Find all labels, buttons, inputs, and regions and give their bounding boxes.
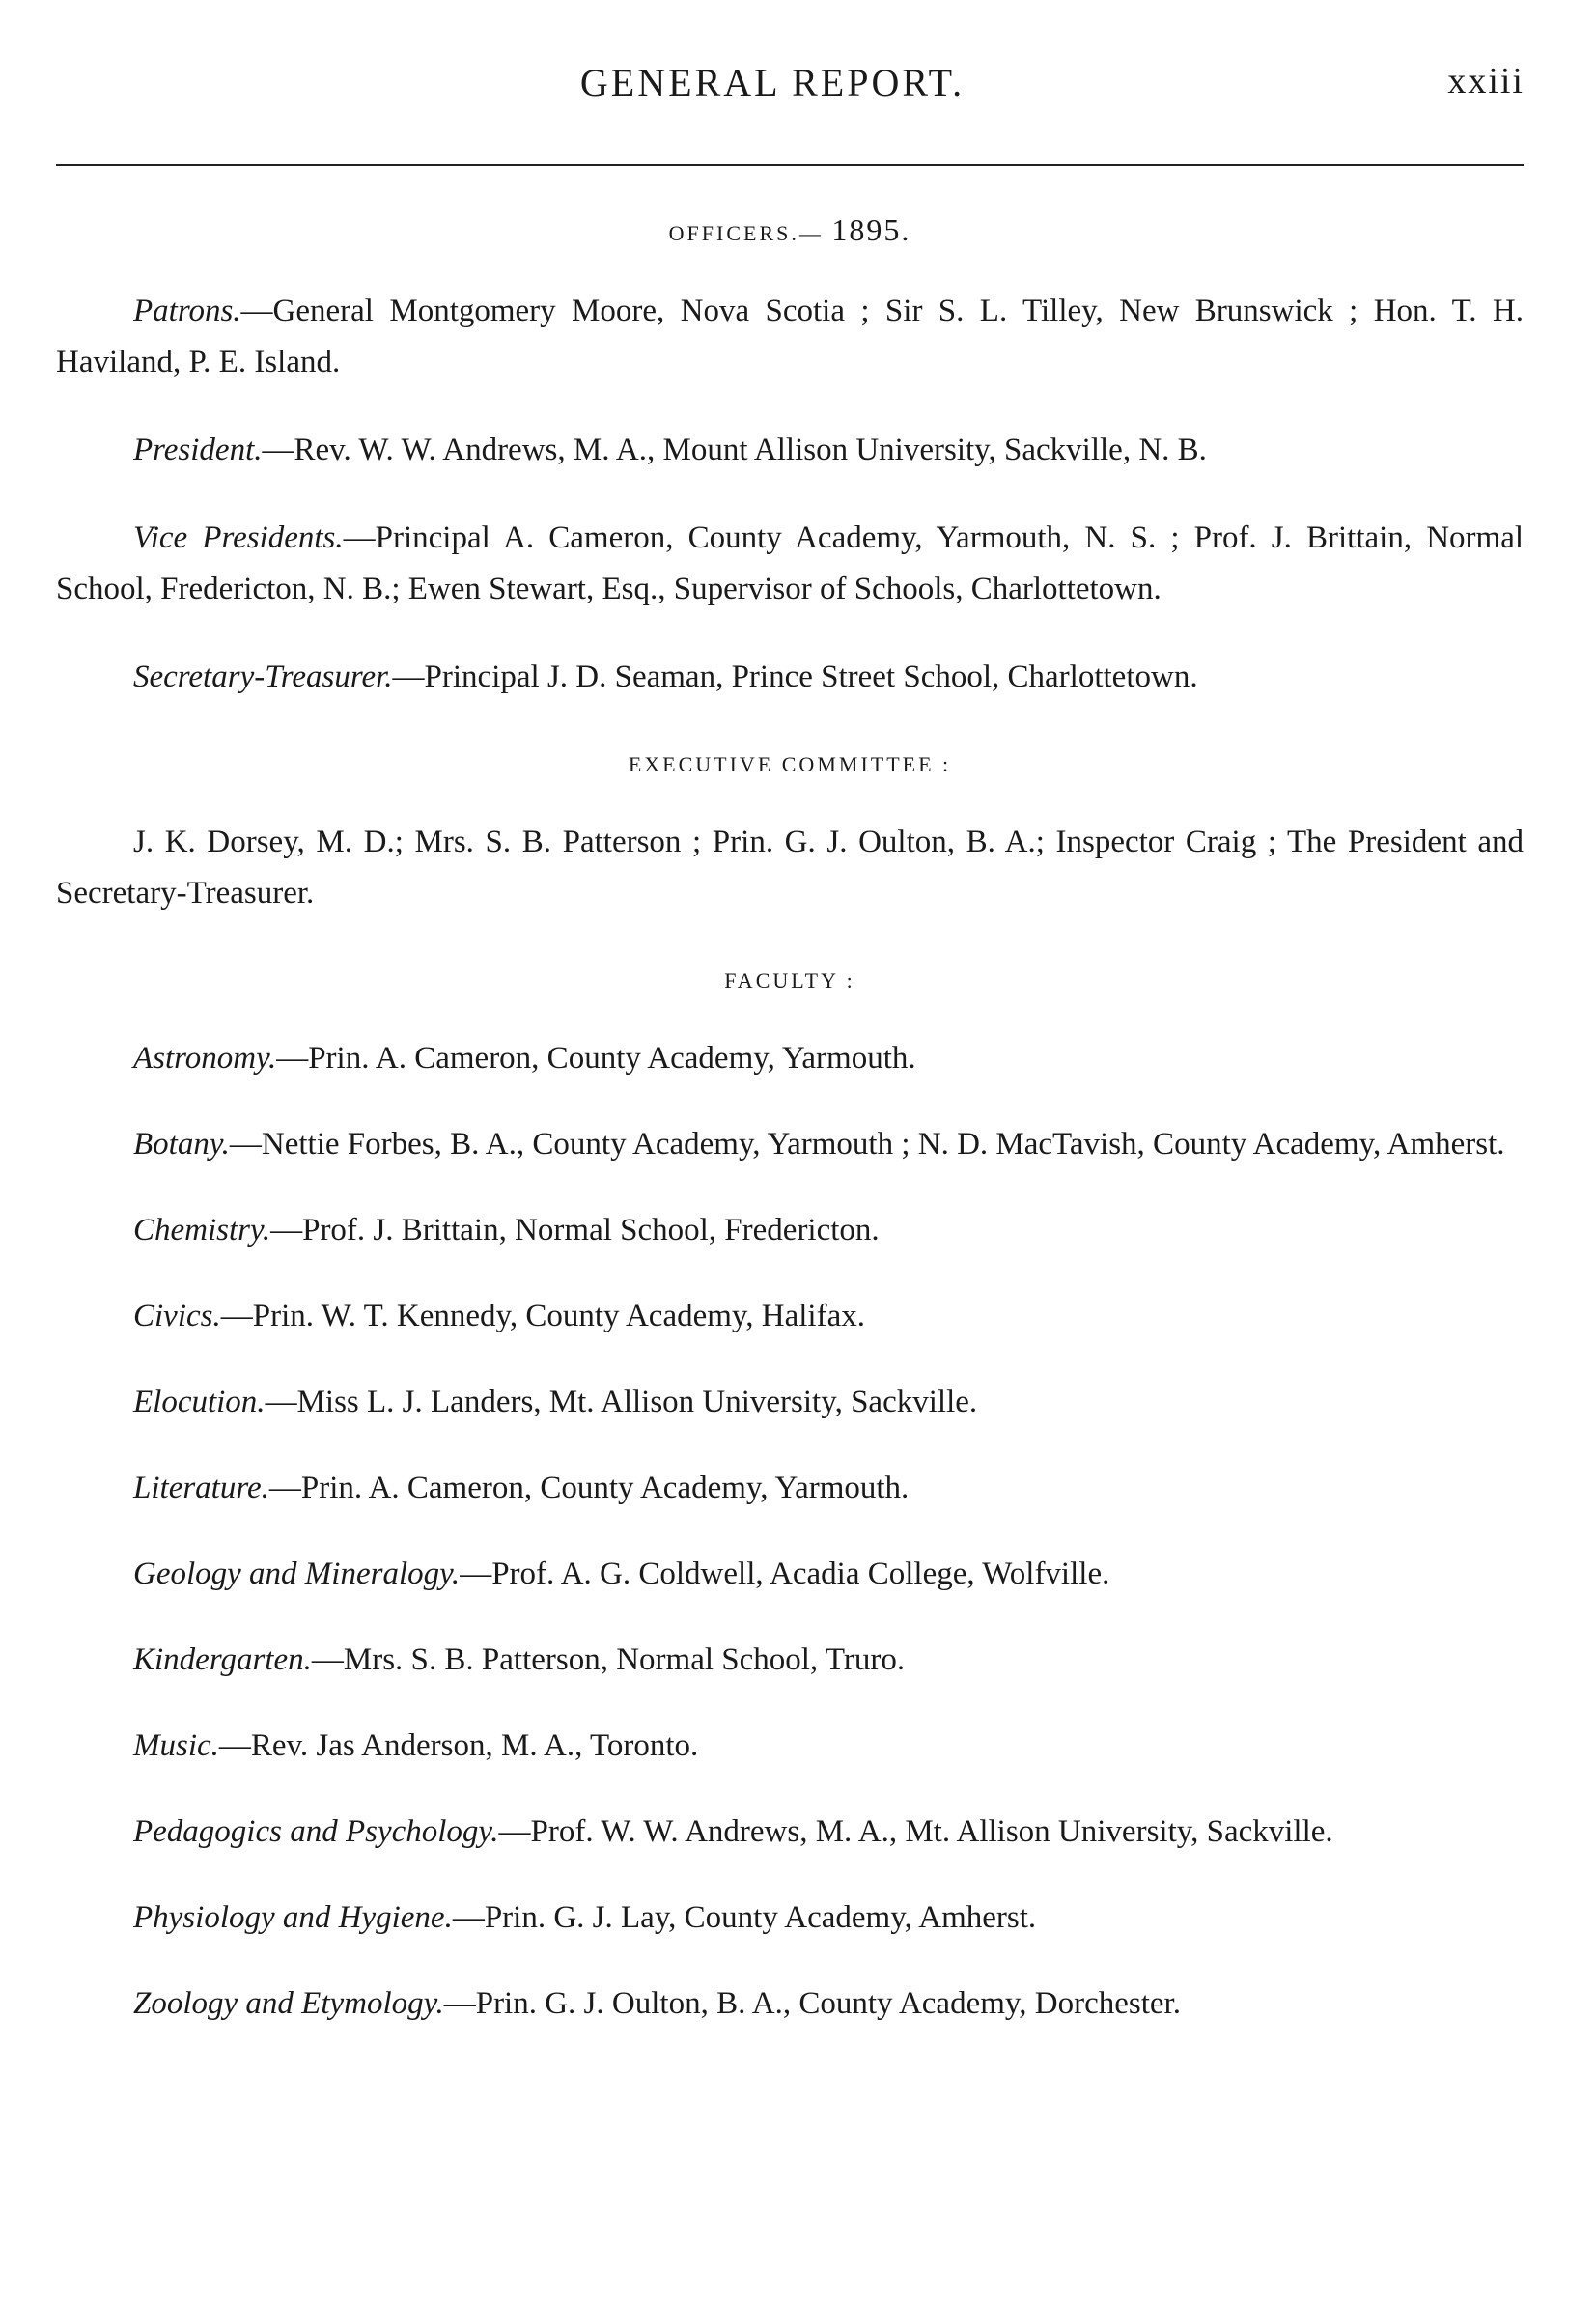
faculty-entry-chemistry	[56, 1205, 1524, 1256]
entry-label: Zoology and Etymology.	[133, 1986, 444, 2021]
entry-label: Pedagogics and Psychology.	[133, 1814, 499, 1849]
faculty-entry-physiology	[56, 1892, 1524, 1944]
faculty-entry-music	[56, 1721, 1524, 1772]
faculty-entry-pedagogics	[56, 1807, 1524, 1858]
entry-text: —Principal A. Cameron, County Academy, Yarmouth, N. S. ; Prof. J. Brittain, Normal School, Fredericton, N. B.; Ewen Stewart, Esq., Supervisor of Schools, Charlottetown.	[56, 520, 1525, 606]
officer-entry-president	[56, 425, 1524, 476]
faculty-entry-elocution	[56, 1377, 1524, 1428]
faculty-entry-botany	[56, 1119, 1524, 1170]
officers-year: 1895.	[831, 212, 911, 247]
entry-label: Secretary-Treasurer.	[133, 659, 393, 694]
entry-label: Music.	[133, 1728, 219, 1763]
page-number: xxiii	[1447, 61, 1525, 101]
entry-text: —Miss L. J. Landers, Mt. Allison University, Sackville.	[265, 1385, 978, 1419]
faculty-entry-astronomy	[56, 1033, 1524, 1084]
entry-text: —Prof. W. W. Andrews, M. A., Mt. Allison University, Sackville.	[498, 1814, 1333, 1849]
entry-text: —Prof. A. G. Coldwell, Acadia College, Wolfville.	[460, 1556, 1110, 1591]
faculty-entry-literature	[56, 1463, 1524, 1514]
entry-label: Physiology and Hygiene.	[133, 1900, 453, 1935]
entry-text: —General Montgomery Moore, Nova Scotia ; Sir S. L. Tilley, New Brunswick ; Hon. T. H. Haviland, P. E. Island.	[56, 294, 1524, 379]
entry-label: Astronomy.	[133, 1041, 277, 1076]
entry-text: —Nettie Forbes, B. A., County Academy, Yarmouth ; N. D. MacTavish, County Academy, Amherst.	[229, 1127, 1505, 1162]
entry-text: —Prin. W. T. Kennedy, County Academy, Halifax.	[220, 1299, 865, 1333]
entry-text: —Rev. W. W. Andrews, M. A., Mount Allison University, Sackville, N. B.	[262, 433, 1207, 467]
entry-text: —Mrs. S. B. Patterson, Normal School, Truro.	[311, 1642, 906, 1677]
executive-heading: EXECUTIVE COMMITTEE :	[628, 752, 952, 776]
officer-entry-secretary-treasurer	[56, 652, 1524, 703]
entry-label: President.	[133, 433, 263, 467]
entry-text: —Rev. Jas Anderson, M. A., Toronto.	[218, 1728, 699, 1763]
entry-label: Geology and Mineralogy.	[133, 1556, 461, 1591]
entry-label: Elocution.	[133, 1385, 266, 1419]
entry-text: —Prin. G. J. Lay, County Academy, Amherst.	[452, 1900, 1037, 1935]
officer-entry-vice-presidents	[56, 513, 1524, 615]
faculty-entry-zoology	[56, 1978, 1524, 2030]
entry-text: —Prof. J. Brittain, Normal School, Fredericton.	[270, 1213, 880, 1248]
officers-heading-label: OFFICERS.—	[668, 221, 824, 245]
entry-label: Vice Presidents.	[133, 520, 344, 555]
officers-heading	[56, 212, 1524, 251]
report-body	[56, 212, 1524, 2030]
running-title: GENERAL REPORT.	[579, 61, 966, 104]
running-header	[0, 60, 1596, 118]
entry-label: Literature.	[133, 1471, 269, 1505]
faculty-entry-geology	[56, 1549, 1524, 1600]
header-rule	[56, 164, 1524, 166]
faculty-entry-civics	[56, 1291, 1524, 1342]
entry-text: —Principal J. D. Seaman, Prince Street School, Charlottetown.	[392, 659, 1198, 694]
entry-label: Civics.	[133, 1299, 221, 1333]
entry-text: —Prin. A. Cameron, County Academy, Yarmouth.	[268, 1471, 910, 1505]
faculty-heading: FACULTY :	[724, 968, 855, 993]
officer-entry-patrons	[56, 286, 1524, 388]
entry-label: Botany.	[133, 1127, 230, 1162]
executive-committee-text: J. K. Dorsey, M. D.; Mrs. S. B. Patterson ; Prin. G. J. Oulton, B. A.; Inspector Craig ; The President and Secretary-Treasurer.	[56, 825, 1524, 911]
entry-text: —Prin. A. Cameron, County Academy, Yarmouth.	[276, 1041, 916, 1076]
entry-label: Kindergarten.	[133, 1642, 312, 1677]
entry-text: —Prin. G. J. Oulton, B. A., County Academy, Dorchester.	[443, 1986, 1181, 2021]
entry-label: Patrons.	[133, 294, 241, 328]
faculty-entry-kindergarten	[56, 1635, 1524, 1686]
entry-label: Chemistry.	[133, 1213, 271, 1248]
